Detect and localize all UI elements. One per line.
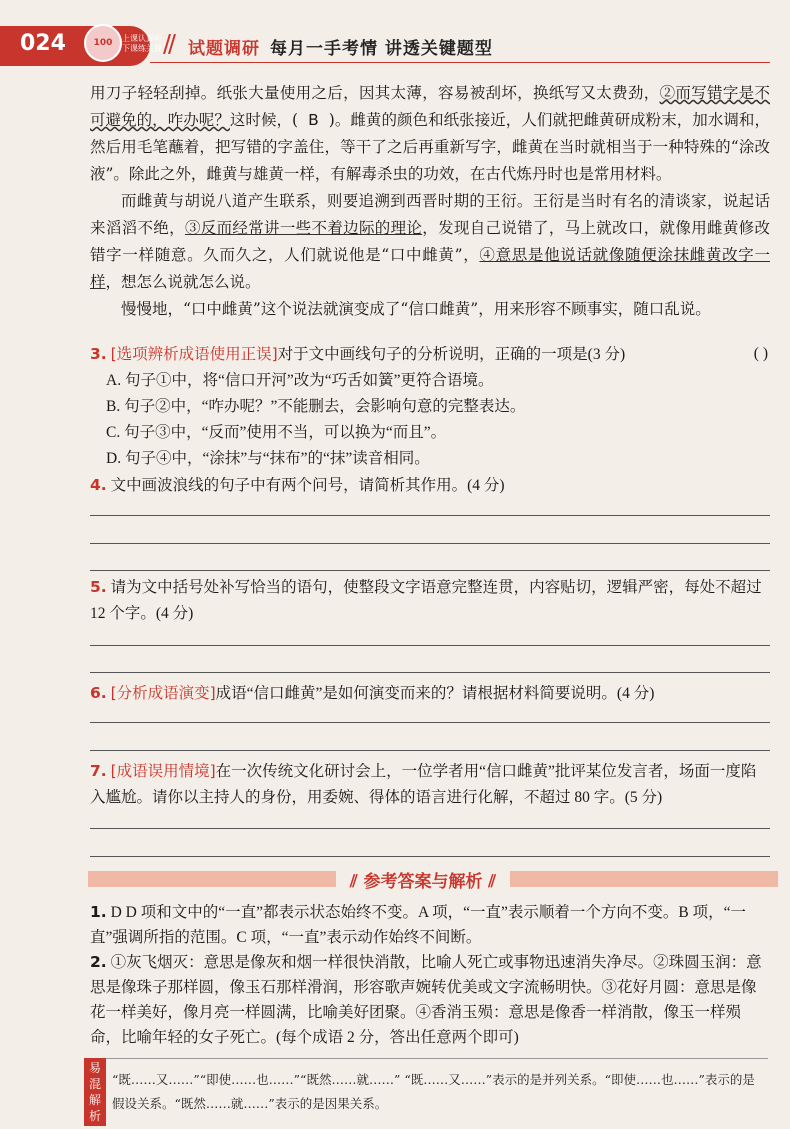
option-c[interactable]: C. 句子③中，“反而”使用不当，可以换为“而且”。 — [106, 424, 447, 441]
question-4 — [90, 472, 768, 499]
answer-line[interactable] — [90, 570, 770, 571]
answer-1-number: 1. — [90, 903, 107, 921]
question-6-text: 成语“信口雌黄”是如何演变而来的？请根据材料简要说明。(4 分) — [215, 685, 655, 702]
underlined-sentence-2: ②而写错字是不可避免的，咋办呢？ — [90, 84, 770, 129]
answer-bracket[interactable]: ( ) — [753, 345, 768, 362]
passage — [90, 80, 770, 323]
answer-2-number: 2. — [90, 953, 107, 971]
page-header — [0, 0, 790, 66]
underlined-sentence-4: ④意思是他说话就像随便涂抹雌黄改字一样 — [90, 246, 770, 291]
logo-icon: 100 — [84, 24, 122, 62]
p1-text: 用刀子轻轻刮掉。纸张大量使用之后，因其太薄，容易被刮坏，换纸写又太费劲， — [90, 84, 660, 102]
question-5 — [90, 574, 768, 627]
answer-1-text: D D 项和文中的“一直”都表示状态始终不变。A 项，“一直”表示顺着一个方向不变。B 项，“一直”强调所指的范围。C 项，“一直”表示动作始终不间断。 — [90, 904, 747, 946]
answer-line[interactable] — [90, 750, 770, 751]
answer-line[interactable] — [90, 645, 770, 646]
tip-text: “既……又……”“即使……也……”“既然……就……” “既……又……”表示的是并列关系。“即使……也……”表示的是假设关系。“既然……就……”表示的是因果关系。 — [112, 1072, 755, 1111]
banner-title: ⫽ 参考答案与解析 ⫽ — [336, 867, 510, 892]
header-mini-text — [122, 34, 162, 54]
question-5-number: 5. — [90, 578, 107, 596]
passage-paragraph-1 — [90, 80, 770, 188]
answer-2-text: ①灰飞烟灭：意思是像灰和烟一样很快消散，比喻人死亡或事物迅速消失净尽。②珠圆玉润：意思是像珠子那样圆，像玉石那样滑润，形容歌声婉转优美或文字流畅明快。③花好月圆：意思是像花一样美好，像月亮一样圆满，比喻美好团聚。④香消玉殒：意思是像香一样消散，像玉一样殒命，比喻年轻的女子死亡。(每个成语 2 分，答出任意两个即可) — [90, 954, 762, 1046]
answer-line[interactable] — [90, 543, 770, 544]
answers-section — [90, 900, 770, 1050]
header-subtitle: 每月一手考情 讲透关键题型 — [270, 39, 493, 59]
question-7 — [90, 758, 768, 811]
answer-line[interactable] — [90, 856, 770, 857]
question-3-text: 对于文中画线句子的分析说明，正确的一项是(3 分) — [277, 346, 626, 363]
answer-line[interactable] — [90, 515, 770, 516]
p2-text-c: ，想怎么说就怎么说。 — [105, 273, 261, 291]
question-6-number: 6. — [90, 684, 107, 702]
mini-text-2: 下课练关键 — [122, 44, 162, 53]
answer-line[interactable] — [90, 722, 770, 723]
passage-paragraph-3: 慢慢地，“口中雌黄”这个说法就演变成了“信口雌黄”，用来形容不顾事实，随口乱说。 — [121, 300, 711, 318]
banner-label: 参考答案与解析 — [363, 872, 483, 892]
tip-label: 易混解析 — [84, 1058, 106, 1126]
slash-decoration-icon — [160, 34, 176, 54]
p2-text-b: ，发现自己说错了，马上就改口，就像用雌黄修改错字一样随意。久而久之，人们就说他是“口中雌黄”， — [90, 219, 770, 264]
option-a[interactable]: A. 句子①中，将“信口开河”改为“巧舌如簧”更符合语境。 — [106, 372, 494, 389]
answer-1 — [90, 900, 770, 950]
question-3-stem — [90, 341, 768, 368]
p2-text-a: 而雌黄与胡说八道产生联系，则要追溯到西晋时期的王衍。王衍是当时有名的清谈家，说起话来滔滔不绝， — [90, 192, 770, 237]
question-6 — [90, 680, 768, 707]
question-7-number: 7. — [90, 762, 107, 780]
header-title — [188, 34, 493, 59]
handwritten-answer: B — [308, 111, 319, 129]
answer-2 — [90, 950, 770, 1050]
question-3 — [90, 341, 768, 472]
question-3-tag: [选项辨析成语使用正误] — [110, 345, 278, 363]
question-7-text: 在一次传统文化研讨会上，一位学者用“信口雌黄”批评某位发言者，场面一度陷入尴尬。请你以主持人的身份，用委婉、得体的语言进行化解，不超过 80 字。(5 分) — [90, 763, 757, 806]
answer-line[interactable] — [90, 672, 770, 673]
header-title-main: 试题调研 — [188, 39, 260, 59]
question-7-tag: [成语误用情境] — [110, 762, 216, 780]
p1-text-c: )。雌黄的颜色和纸张接近，人们就把雌黄研成粉末，加水调和，然后用毛笔蘸着，把写错的字盖住，等干了之后再重新写字，雌黄在当时就相当于一种特殊的“涂改液”。除此之外，雌黄与雄黄一样，有解毒杀虫的功效，在古代炼丹时也是常用材料。 — [90, 111, 770, 183]
answer-line[interactable] — [90, 828, 770, 829]
underlined-sentence-3: ③反而经常讲一些不着边际的理论 — [184, 219, 423, 237]
passage-paragraph-2 — [90, 188, 770, 296]
header-divider — [150, 62, 770, 63]
question-3-number: 3. — [90, 345, 107, 363]
question-4-text: 文中画波浪线的句子中有两个问号，请简析其作用。(4 分) — [110, 477, 505, 494]
answers-banner — [88, 867, 778, 893]
page-number: 024 — [20, 31, 66, 56]
question-4-number: 4. — [90, 476, 107, 494]
p1-text-b: 这时候，( — [229, 111, 299, 129]
option-d[interactable]: D. 句子④中，“涂抹”与“抹布”的“抹”读音相同。 — [106, 450, 430, 467]
mini-text-1: 上课认真听 — [122, 34, 162, 43]
question-5-text: 请为文中括号处补写恰当的语句，使整段文字语意完整连贯，内容贴切，逻辑严密，每处不超过 12 个字。(4 分) — [90, 579, 762, 622]
option-b[interactable]: B. 句子②中，“咋办呢？”不能删去，会影响句意的完整表达。 — [106, 398, 526, 415]
question-6-tag: [分析成语演变] — [110, 684, 216, 702]
